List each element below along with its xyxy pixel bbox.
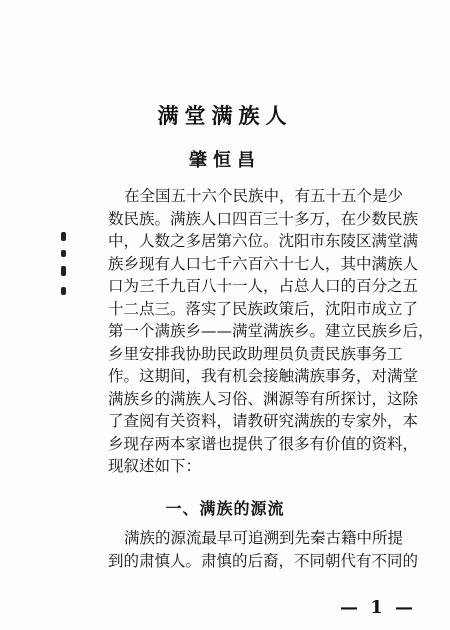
paragraph-line: 现叙述如下： — [108, 457, 202, 475]
ink-mark — [61, 287, 66, 295]
paragraph-line: 数民族。满族人口四百三十多万，在少数民族 — [108, 209, 419, 228]
paragraph-line: 族乡现有人口七千六百六十七人，其中满族人 — [108, 254, 419, 273]
paragraph-line: 满族的源流最早可追溯到先秦古籍中所提 — [124, 529, 404, 547]
paragraph-line: 第一个满族乡——满堂满族乡。建立民族乡后， — [108, 322, 434, 340]
paragraph-line: 乡现存两本家谱也提供了很多有价值的资料， — [108, 434, 419, 453]
paragraph-line: 口为三千九百八十一人，占总人口的百分之五 — [108, 277, 419, 295]
article-title: 满堂满族人 — [157, 103, 293, 128]
paragraph-line: 乡里安排我协助民政助理员负责民族事务工 — [108, 344, 403, 363]
ink-mark — [61, 250, 66, 257]
intro-paragraph — [108, 185, 434, 478]
article-author: 肇恒昌 — [189, 150, 261, 171]
margin-ink-marks — [58, 232, 70, 322]
ink-mark — [61, 232, 66, 241]
section-heading: 一、满族的源流 — [165, 499, 285, 518]
paragraph-line: 在全国五十六个民族中，有五十五个是少 — [124, 187, 404, 205]
page-number: — 1 — — [339, 597, 416, 618]
paragraph-line: 满族乡的满族人习俗、渊源等有所探讨，这除 — [108, 389, 419, 408]
paragraph-line: 了查阅有关资料，请教研究满族的专家外，本 — [108, 412, 419, 430]
ink-mark — [61, 266, 66, 276]
paragraph-line: 十二点三。落实了民族政策后，沈阳市成立了 — [108, 299, 419, 318]
paragraph-line: 到的肃慎人。肃慎的后裔，不同朝代有不同的 — [108, 551, 419, 570]
paragraph-line: 作。这期间，我有机会接触满族事务，对满堂 — [108, 367, 419, 385]
paragraph-line: 中，人数之多居第六位。沈阳市东陵区满堂满 — [108, 232, 419, 250]
section-paragraph — [108, 527, 424, 572]
